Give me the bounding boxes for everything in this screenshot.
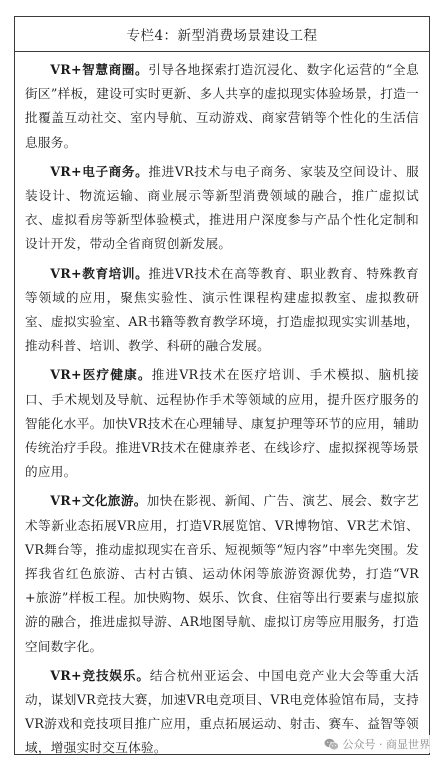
section-text: 结合杭州亚运会、中国电竞产业大会等重大活动，谋划VR竞技大赛，加速VR电竞项目、VR电竞体验馆布局，支持VR游戏和竞技项目推广应用，重点拓展运动、射击、赛车、益智等领域，增强实时交互体验。 (25, 667, 419, 756)
section-lead: VR+智慧商圈。 (50, 62, 149, 77)
section-lead: VR+教育培训。 (50, 265, 149, 281)
section-ecommerce (25, 160, 419, 257)
section-lead: VR+文化旅游。 (50, 493, 147, 509)
section-text: 引导各地探索打造沉浸化、数字化运营的“全息街区”样板，建设可实时更新、多人共享的虚拟现实体验场景，打造一批覆盖互动社交、室内导航、互动游戏、商家营销等个性化的生活信息服务。 (25, 62, 419, 150)
section-lead: VR+医疗健康。 (50, 367, 152, 383)
section-lead: VR+电子商务。 (50, 163, 149, 179)
watermark-text: 公众号 · 商显世界 (342, 738, 430, 751)
section-text: 推进VR技术在高等教育、职业教育、特殊教育等领域的应用，聚焦实验性、演示性课程构建虚拟教室、虚拟教研室、虚拟实验室、AR书籍等教育教学环境，打造虚拟现实实训基地，推动科普、培训、教学、科研的融合发展。 (25, 265, 419, 354)
section-healthcare (25, 363, 419, 484)
section-smart-commerce (25, 58, 419, 155)
wechat-icon (324, 738, 339, 751)
section-text: 推进VR技术与电子商务、家装及空间设计、服装设计、物流运输、商业展示等新型消费领域的融合，推广虚拟试衣、虚拟看房等新型体验模式，推进用户深度参与产品个性化定制和设计开发，带动全省商贸创新发展。 (25, 163, 419, 252)
box-title: 专栏4：新型消费场景建设工程 (15, 17, 429, 52)
column-box (14, 16, 430, 755)
section-text: 加快在影视、新闻、广告、演艺、展会、数字艺术等新业态拓展VR应用，打造VR展览馆、VR博物馆、VR艺术馆、VR舞台等，推动虚拟现实在音乐、短视频等“短内容”中率先突围。发挥我省红色旅游、古村古镇、运动休闲等旅游资源优势，打造“VR+旅游”样板工程。加快购物、娱乐、饮食、住宿等出行要素与虚拟旅游的融合，推进虚拟导游、AR地图导航、虚拟订房等应用服务，打造空间数字化。 (25, 493, 419, 654)
section-text: 推进VR技术在医疗培训、手术模拟、脑机接口、手术规划及导航、远程协作手术等领域的应用，提升医疗服务的智能化水平。加快VR技术在心理辅导、康复护理等环节的应用，辅助传统治疗手段。推进VR技术在健康养老、在线诊疗、虚拟探视等场景的应用。 (25, 367, 419, 480)
box-body (15, 52, 429, 761)
section-lead: VR+竞技娱乐。 (50, 667, 150, 683)
watermark (321, 735, 434, 753)
section-education (25, 262, 419, 359)
section-culture-tourism (25, 489, 419, 658)
